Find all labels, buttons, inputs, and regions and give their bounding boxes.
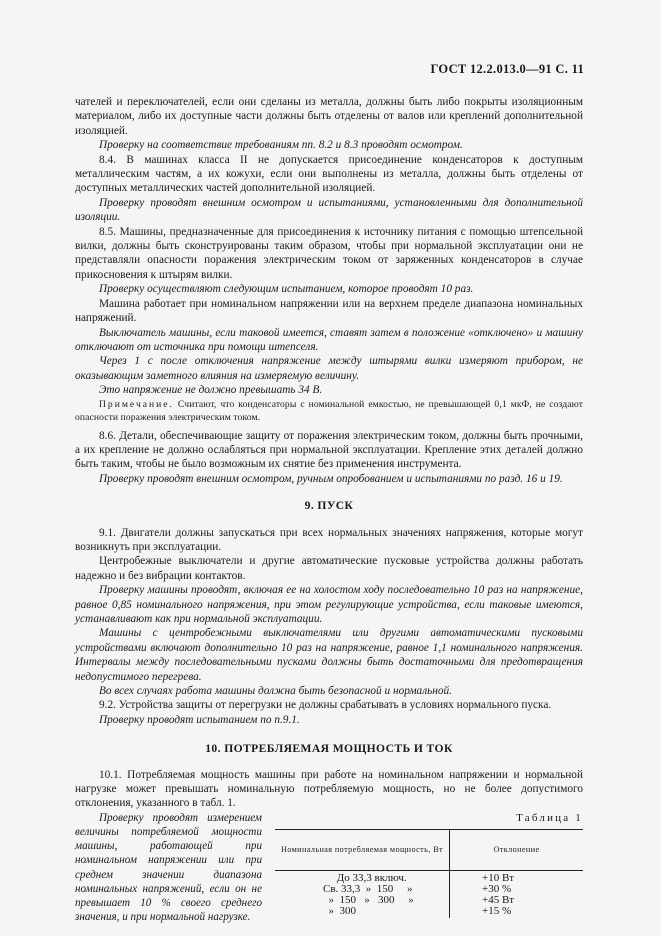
paragraph: Это напряжение не должно превышать 34 В.: [99, 384, 323, 397]
paragraph: Проверку осуществляют следующим испытанием, которое проводят 10 раз.: [99, 283, 474, 296]
paragraph: Проверку машины проводят, включая ее на холостом ходу последовательно 10 раз на напряжение, равное 0,85 номинального напряжения, при этом регулирующие устройства, если таковые имеются, устанавливают как при нормальной эксплуатации.: [75, 584, 583, 625]
note-label: Примечание.: [99, 398, 174, 410]
section-9-body: [75, 526, 583, 728]
paragraph: Выключатель машины, если таковой имеется, ставят затем в положение «отключено» и машину отключают от источника при помощи штепселя.: [75, 326, 583, 353]
page-header: ГОСТ 12.2.013.0—91 С. 11: [430, 62, 584, 76]
paragraph: 8.6. Детали, обеспечивающие защиту от поражения электрическим током, должны быть прочными, а их крепление не должно ослабляться при нормальной эксплуатации. Крепление этих деталей должно быть таким, чтобы не было возможным их снятие без применения инструмента.: [75, 429, 583, 471]
paragraphs-top: [75, 95, 583, 398]
table-caption: Таблица 1: [516, 811, 583, 824]
section-10-check-text: Проверку проводят измерением величины потребляемой мощности машины, работающей при номинальном напряжении или при среднем значении диапазона номинальных напряжений, если он не превышает 10 % своего среднего значения, и при нормальной нагрузке.: [75, 811, 262, 924]
power-range: Св. 33,3 » 150 »: [323, 883, 413, 896]
note-text: Считают, что конденсаторы с номинальной емкостью, не превышающей 0,1 мкФ, не создают опасности поражения электрическим током.: [75, 398, 584, 423]
paragraph: Машины с центробежными выключателями или другими автоматическими пусковыми устройствами включают дополнительно 10 раз на напряжение, равное 1,1 номинального напряжения. Интервалы между последовательными пусками должны быть достаточными для предотвращения недопустимого перегрева.: [75, 627, 583, 683]
deviation-value: +15 %: [482, 905, 512, 918]
section-10-paragraph: 10.1. Потребляемая мощность машины при работе на номинальном напряжении и нормальной нагрузке может превышать номинальную потребляемую мощность, но не более допустимого отклонения, указанного в табл. 1.: [75, 768, 583, 810]
power-range: До 33,3 включ.: [323, 871, 407, 884]
power-range: » 300: [323, 905, 356, 918]
paragraph: чателей и переключателей, если они сделаны из металла, должны быть либо покрыты изоляционным материалом, либо их доступные части должны быть отделены от валов или креплений дополнительной изоляцией.: [75, 96, 583, 137]
section-10-split: [75, 811, 583, 924]
section-9-title: 9. ПУСК: [304, 499, 354, 513]
deviation-value: +10 Вт: [482, 871, 515, 884]
deviation-value: +45 Вт: [482, 894, 515, 907]
note-paragraph: [75, 398, 583, 424]
table-header-deviation: Отклонение: [450, 829, 584, 870]
table-header-power: Номинальная потребляемая мощность, Вт: [275, 829, 450, 870]
deviation-value: +30 %: [482, 883, 512, 896]
table-row: [275, 870, 583, 917]
table-1: [275, 811, 583, 918]
paragraphs-mid: [75, 429, 583, 487]
body-text: [75, 95, 584, 924]
paragraph: Во всех случаях работа машины должна быть безопасной и нормальной.: [99, 685, 452, 698]
paragraph: Проверку на соответствие требованиям пп. 8.2 и 8.3 проводят осмотром.: [99, 139, 463, 152]
paragraph: Машина работает при номинальном напряжении или на верхнем пределе диапазона номинальных напряжений.: [75, 297, 583, 325]
paragraph: Центробежные выключатели и другие автоматические пусковые устройства должны работать надежно и без вибрации контактов.: [75, 555, 583, 582]
power-range: » 150 » 300 »: [323, 894, 414, 907]
paragraph: Проверку проводят внешним осмотром и испытаниями, установленными для дополнительной изоляции.: [75, 196, 583, 224]
paragraph: Проверку проводят испытанием по п.9.1.: [99, 713, 300, 726]
power-table: [275, 829, 583, 918]
paragraph: 8.5. Машины, предназначенные для присоединения к источнику питания с помощью штепсельной вилки, должны быть сконструированы таким образом, чтобы при нормальной эксплуатации они не представляли опасности поражения электрическим током от заряженных конденсаторов в случае прикосновения к штырям вилки.: [75, 225, 583, 281]
paragraph: 9.1. Двигатели должны запускаться при всех нормальных значениях напряжения, которые могут возникнуть при эксплуатации.: [75, 526, 583, 553]
paragraph: 9.2. Устройства защиты от перегрузки не должны срабатывать в условиях нормального пуска.: [99, 699, 552, 712]
paragraph: 8.4. В машинах класса II не допускается присоединение конденсаторов к доступным металлическим частям, а их кожухи, если они выполнены из металла, должны быть отделены от доступных металлических частей дополнительной изоляцией.: [75, 153, 583, 195]
paragraph: Через 1 с после отключения напряжение между штырями вилки измеряют прибором, не оказывающим заметного влияния на измеряемую величину.: [75, 355, 583, 382]
paragraph: Проверку проводят внешним осмотром, ручным опробованием и испытаниями по разд. 16 и 19.: [99, 472, 563, 485]
section-10-title: 10. ПОТРЕБЛЯЕМАЯ МОЩНОСТЬ И ТОК: [205, 742, 453, 756]
